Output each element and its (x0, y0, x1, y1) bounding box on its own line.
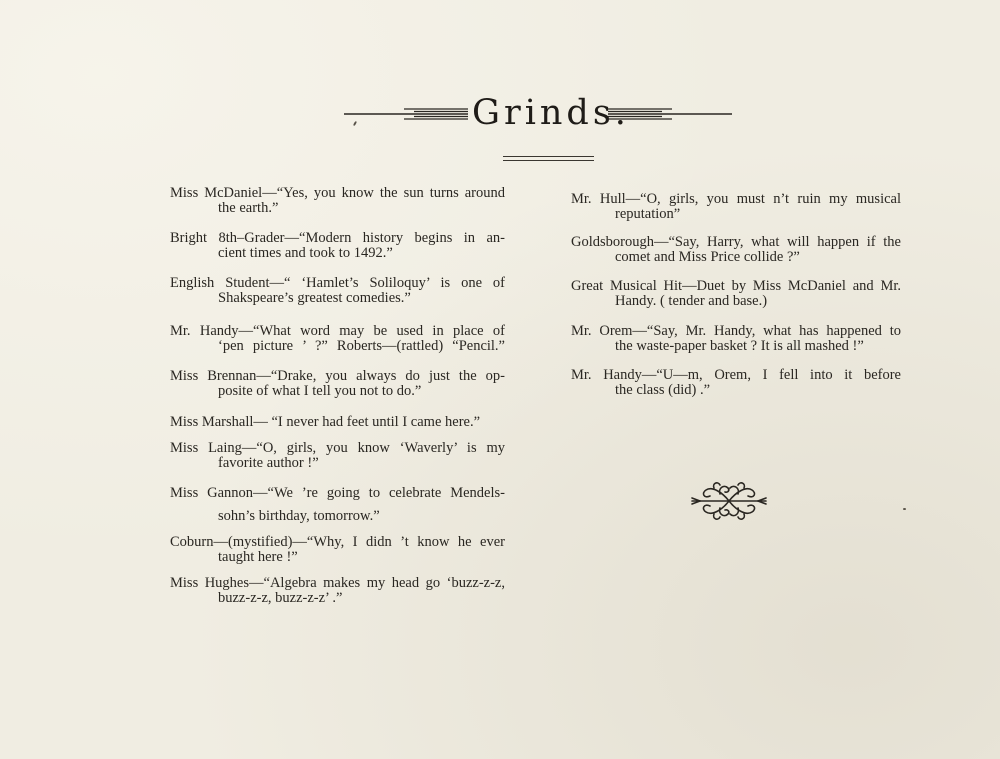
grind-line: English Student—“ ‘Hamlet’s Soliloquy’ is one of (170, 275, 505, 291)
grind-line: Mr. Hull—“O, girls, you must n’t ruin my musical (571, 191, 901, 207)
grind-line: Miss Marshall— “I never had feet until I came here.” (170, 414, 481, 430)
page-title: Grinds. (472, 93, 630, 133)
grind-line: Mr. Orem—“Say, Mr. Handy, what has happened to (571, 323, 901, 339)
grind-line: Miss McDaniel—“Yes, you know the sun turns around (170, 185, 505, 201)
grind-line: cient times and took to 1492.” (218, 245, 393, 261)
grind-entry (571, 324, 901, 354)
grind-line: comet and Miss Price collide ?” (615, 249, 800, 265)
grind-line: Goldsborough—“Say, Harry, what will happen if the (571, 234, 901, 250)
grind-entry (571, 279, 901, 309)
grind-line: Miss Hughes—“Algebra makes my head go ‘buzz-z-z, (170, 575, 505, 591)
grind-entry (571, 235, 901, 265)
title-underline (503, 156, 594, 162)
grind-line: taught here !” (218, 549, 298, 565)
grind-line: buzz-z-z, buzz-z-z’ .” (218, 590, 343, 606)
grind-entry (170, 369, 505, 399)
grind-line: the earth.” (218, 200, 279, 216)
grind-line: Bright 8th–Grader—“Modern history begins in an- (170, 230, 505, 246)
grind-line: reputation” (615, 206, 681, 222)
grind-entry (571, 368, 901, 398)
grind-line: Handy. ( tender and base.) (615, 293, 768, 309)
grind-entry (170, 415, 505, 430)
title-block (344, 90, 732, 142)
grind-line: Miss Gannon—“We ’re going to celebrate Mendels- (170, 485, 505, 501)
grind-line: Mr. Handy—“U—m, Orem, I fell into it before (571, 367, 901, 383)
grind-entry (170, 186, 505, 216)
grind-line: sohn’s birthday, tomorrow.” (218, 508, 380, 524)
grind-line: Coburn—(mystified)—“Why, I didn ’t know he ever (170, 534, 505, 550)
grind-entry (170, 324, 505, 354)
grind-entry (571, 192, 901, 222)
grind-entry (170, 576, 505, 606)
title-right-rule-icon (608, 106, 732, 122)
paper-speck (903, 508, 906, 510)
grind-line: Shakspeare’s greatest comedies.” (218, 290, 411, 306)
grind-entry (170, 441, 505, 471)
grind-line: posite of what I tell you not to do.” (218, 383, 422, 399)
title-left-rule-icon (344, 106, 468, 122)
grind-entry (170, 535, 505, 565)
grind-line: favorite author !” (218, 455, 319, 471)
grind-entry (170, 486, 505, 524)
grind-line: ‘pen picture ’ ?” Roberts—(rattled) “Pencil.” (218, 338, 505, 354)
grind-line: the waste-paper basket ? It is all mashed !” (615, 338, 864, 354)
grind-line: Great Musical Hit—Duet by Miss McDaniel and Mr. (571, 278, 901, 294)
grind-line: Miss Laing—“O, girls, you know ‘Waverly’ is my (170, 440, 505, 456)
grind-entry (170, 231, 505, 261)
grind-line: Miss Brennan—“Drake, you always do just the op- (170, 368, 505, 384)
grind-line: the class (did) .” (615, 382, 711, 398)
grind-entry (170, 276, 505, 306)
floral-scroll-ornament-icon (690, 480, 768, 522)
grind-line: Mr. Handy—“What word may be used in place of (170, 323, 505, 339)
